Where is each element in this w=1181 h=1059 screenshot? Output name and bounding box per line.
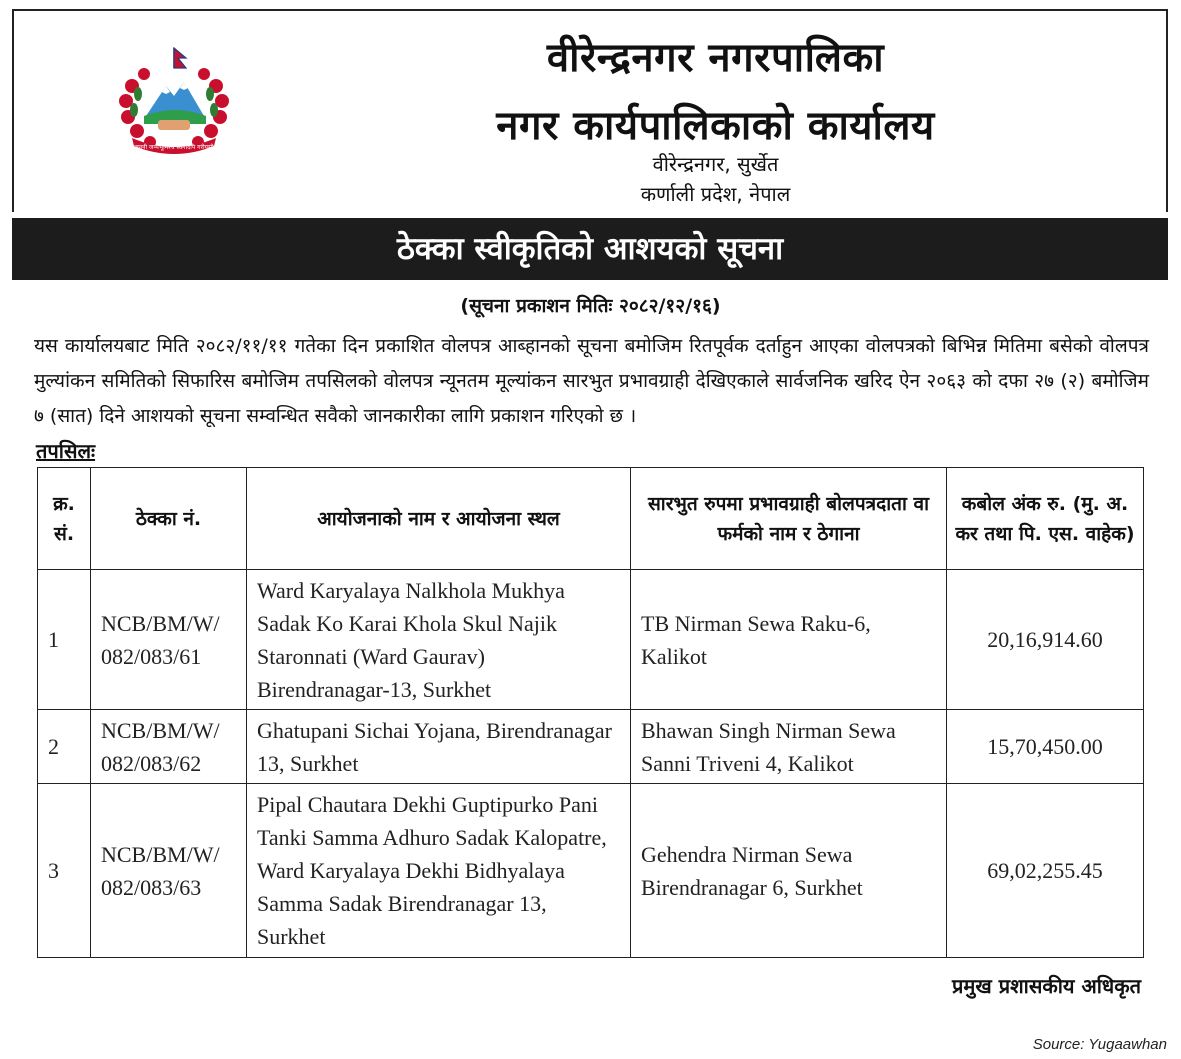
row-contract-no: NCB/BM/W/ 082/083/61 [91,570,247,710]
row-bidder: Bhawan Singh Nirman Sewa Sanni Triveni 4, Kalikot [631,710,947,784]
svg-text:जननी जन्मभूमिश्च स्वर्गादपि गर: जननी जन्मभूमिश्च स्वर्गादपि गरीयसी [134,144,214,151]
signatory: प्रमुख प्रशासकीय अधिकृत [952,974,1141,998]
nepal-government-emblem-icon [110,46,238,156]
notice-title-banner: ठेक्का स्वीकृतिको आशयको सूचना [12,218,1168,280]
office-title-municipality: वीरेन्द्रनगर नगरपालिका [546,35,885,81]
table-header-row [38,468,1144,570]
row-project: Ghatupani Sichai Yojana, Birendranagar 13, Surkhet [247,710,631,784]
row-project: Pipal Chautara Dekhi Guptipurko Pani Tanki Samma Adhuro Sadak Kalopatre, Ward Karyalaya Dekhi Bidhyalaya Samma Sadak Birendranagar 13, Surkhet [247,784,631,958]
office-address-province: कर्णाली प्रदेश, नेपाल [640,182,791,206]
details-label: तपसिलः [36,439,96,463]
table-row [38,570,1144,710]
office-address-city: वीरेन्द्रनगर, सुर्खेत [652,152,779,176]
header-serial: क्र. सं. [38,468,91,570]
row-serial: 1 [38,570,91,710]
header-contract-no: ठेक्का नं. [91,468,247,570]
table-row [38,710,1144,784]
header-bidder: सारभुत रुपमा प्रभावग्राही बोलपत्रदाता वा फर्मको नाम र ठेगाना [631,468,947,570]
row-contract-no: NCB/BM/W/ 082/083/62 [91,710,247,784]
source-credit: Source: Yugaawhan [1032,1036,1167,1053]
row-project: Ward Karyalaya Nalkhola Mukhya Sadak Ko Karai Khola Skul Najik Staronnati (Ward Gaurav) Birendranagar-13, Surkhet [247,570,631,710]
row-serial: 2 [38,710,91,784]
row-amount: 69,02,255.45 [947,784,1144,958]
row-bidder: Gehendra Nirman Sewa Birendranagar 6, Surkhet [631,784,947,958]
header-project: आयोजनाको नाम र आयोजना स्थल [247,468,631,570]
notice-body: यस कार्यालयबाट मिति २०८२/११/११ गतेका दिन प्रकाशित वोलपत्र आब्हानको सूचना बमोजिम रितपूर्वक दर्ताहुन आएका वोलपत्रको बिभिन्न मितिमा बसेको वोलपत्र मुल्यांकन समितिको सिफारिस बमोजिम तपसिलको वोलपत्र न्यूनतम मूल्यांकन सारभुत प्रभावग्राही देखिएकाले सार्वजनिक खरिद ऐन २०६३ को दफा २७ (२) बमोजिम ७ (सात) दिने आशयको सूचना सम्वन्धित सवैको जानकारीका लागि प्रकाशन गरिएको छ । [34,335,1149,427]
row-amount: 15,70,450.00 [947,710,1144,784]
row-amount: 20,16,914.60 [947,570,1144,710]
row-contract-no: NCB/BM/W/ 082/083/63 [91,784,247,958]
table-row [38,784,1144,958]
office-title-executive: नगर कार्यपालिकाको कार्यालय [496,103,935,149]
row-bidder: TB Nirman Sewa Raku-6, Kalikot [631,570,947,710]
row-serial: 3 [38,784,91,958]
contract-table [37,467,1144,958]
publication-date: (सूचना प्रकाशन मितिः २०८२/१२/१६) [460,295,721,317]
header-amount: कबोल अंक रु. (मु. अ. कर तथा पि. एस. वाहेक) [947,468,1144,570]
